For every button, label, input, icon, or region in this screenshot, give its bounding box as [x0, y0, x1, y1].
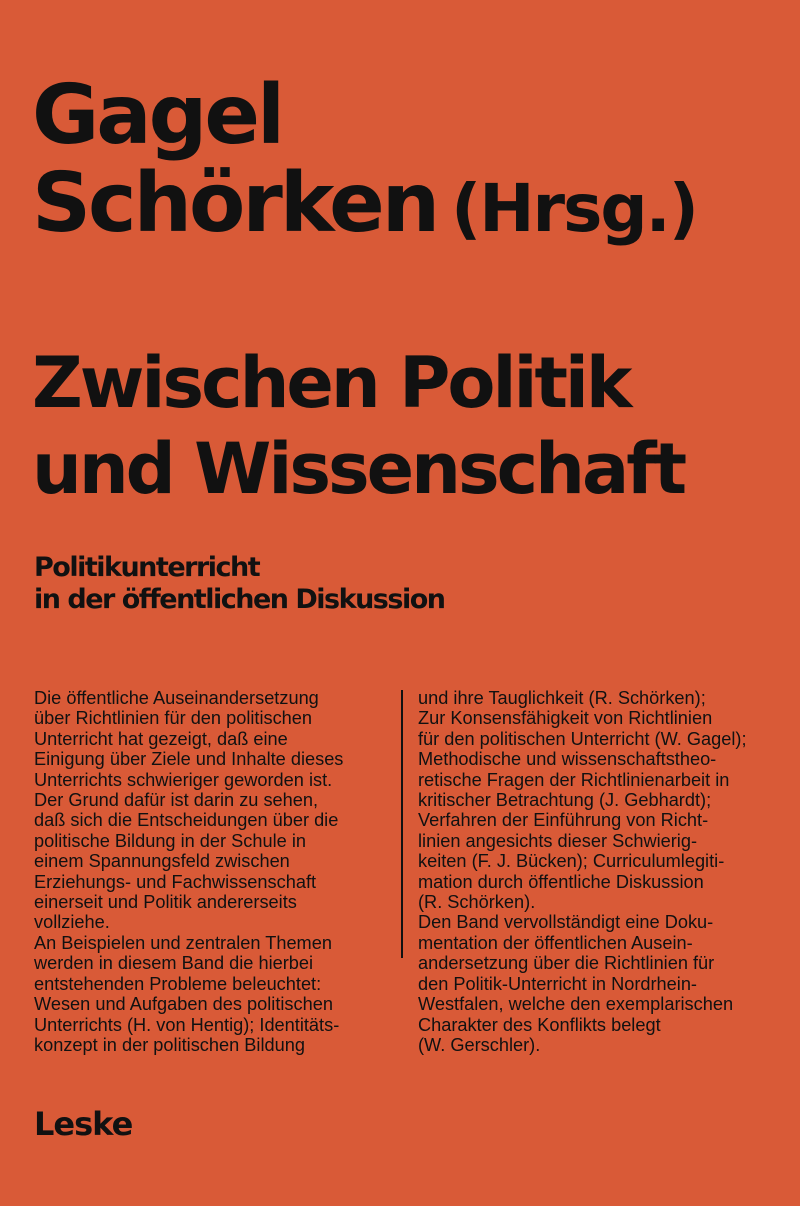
blurb-line: werden in diesem Band die hierbei — [34, 953, 314, 974]
blurb-line: mentation der öffentlichen Ausein- — [418, 932, 693, 953]
blurb-line: politische Bildung in der Schule in — [34, 830, 306, 851]
blurb-line: Der Grund dafür ist darin zu sehen, — [34, 790, 319, 811]
blurb-line: linien angesichts dieser Schwierig- — [418, 830, 698, 851]
blurb-line: daß sich die Entscheidungen über die — [34, 810, 339, 831]
blurb-line: Verfahren der Einführung von Richt- — [418, 810, 709, 831]
blurb-line: Charakter des Konflikts belegt — [418, 1014, 661, 1035]
blurb-line: (W. Gerschler). — [418, 1034, 541, 1055]
book-subtitle — [34, 552, 444, 616]
editor-note: (Hrsg.) — [451, 170, 697, 247]
blurb-line: Westfalen, welche den exemplarischen — [418, 994, 734, 1015]
blurb-line: einerseit und Politik andererseits — [34, 892, 297, 913]
blurb-line: und ihre Tauglichkeit (R. Schörken); — [418, 688, 706, 708]
blurb-line: vollziehe. — [34, 912, 110, 933]
column-divider — [401, 690, 403, 958]
blurb-left-column — [34, 688, 384, 1055]
blurb-line: konzept in der politischen Bildung — [34, 1034, 305, 1055]
blurb-line: (R. Schörken). — [418, 892, 536, 913]
blurb-line: Unterricht hat gezeigt, daß eine — [34, 728, 288, 749]
blurb-line: mation durch öffentliche Diskussion — [418, 871, 704, 892]
blurb-line: andersetzung über die Richtlinien für — [418, 953, 715, 974]
book-title — [32, 340, 684, 512]
blurb-line: Zur Konsensfähigkeit von Richtlinien — [418, 708, 713, 729]
blurb-line: An Beispielen und zentralen Themen — [34, 932, 332, 953]
subtitle-line-1: Politikunterricht — [34, 552, 260, 583]
title-line-1: Zwischen Politik — [32, 342, 630, 424]
blurb-line: für den politischen Unterricht (W. Gagel); — [418, 728, 747, 749]
author-schoerken: Schörken — [32, 156, 438, 251]
publisher-name: Leske — [34, 1105, 133, 1143]
author-line-2 — [32, 156, 697, 253]
blurb-right-column — [418, 688, 788, 1055]
blurb-line: entstehenden Probleme beleuchtet: — [34, 973, 322, 994]
blurb-line: Unterrichts (H. von Hentig); Identitäts- — [34, 1014, 340, 1035]
blurb-line: über Richtlinien für den politischen — [34, 708, 313, 729]
blurb-line: einem Spannungsfeld zwischen — [34, 851, 290, 872]
blurb-line: keiten (F. J. Bücken); Curriculumlegiti- — [418, 851, 725, 872]
blurb-line: kritischer Betrachtung (J. Gebhardt); — [418, 790, 712, 811]
title-line-2: und Wissenschaft — [32, 428, 685, 510]
blurb-line: Methodische und wissenschaftstheo- — [418, 749, 717, 770]
blurb-line: Unterrichts schwieriger geworden ist. — [34, 769, 333, 790]
blurb-line: Wesen und Aufgaben des politischen — [34, 994, 333, 1015]
blurb-line: retische Fragen der Richtlinienarbeit in — [418, 769, 730, 790]
author-names — [32, 68, 697, 253]
blurb-line: Erziehungs- und Fachwissenschaft — [34, 871, 317, 892]
blurb-line: den Politik-Unterricht in Nordrhein- — [418, 973, 697, 994]
blurb-line: Einigung über Ziele und Inhalte dieses — [34, 749, 344, 770]
subtitle-line-2: in der öffentlichen Diskussion — [34, 584, 445, 615]
blurb-line: Die öffentliche Auseinandersetzung — [34, 688, 319, 708]
author-gagel: Gagel — [32, 68, 283, 163]
blurb-line: Den Band vervollständigt eine Doku- — [418, 912, 714, 933]
